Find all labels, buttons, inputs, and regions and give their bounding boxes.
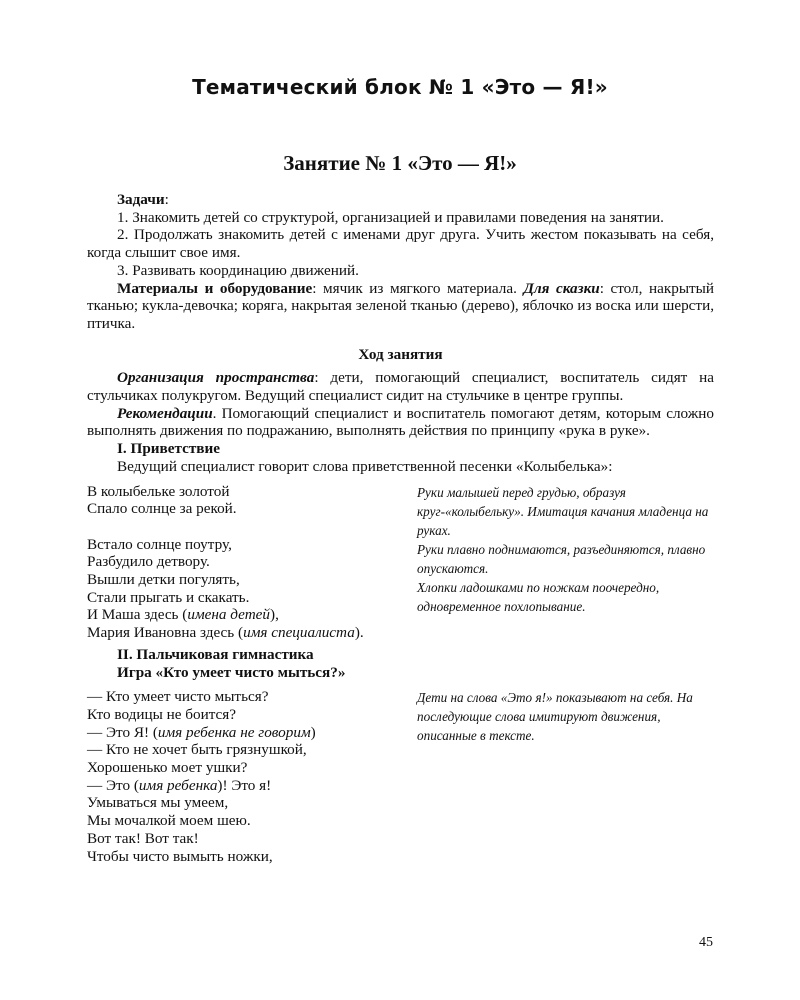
tasks-heading-line — [87, 191, 714, 209]
organization-label: Организация пространства — [117, 369, 315, 387]
block-title: Тематический блок № 1 «Это — Я!» — [192, 75, 608, 99]
lyric-instruction: имя ребенка — [138, 776, 218, 794]
lyric-line: В колыбельке золотой — [87, 482, 230, 500]
recommendations-label: Рекомендации — [117, 404, 213, 422]
lyric-line — [87, 606, 397, 624]
task-item-3: 3. Развивать координацию движений. — [117, 261, 359, 279]
lyric-line — [87, 777, 397, 795]
organization-paragraph — [87, 369, 714, 404]
lyric-text: — Это ( — [87, 776, 139, 794]
greeting-heading: I. Приветствие — [117, 440, 220, 458]
song-lyrics — [87, 483, 397, 642]
finger-heading: II. Пальчиковая гимнастика — [117, 645, 314, 663]
lyric-line: Хорошенько моет ушки? — [87, 759, 248, 777]
course-heading: Ход занятия — [358, 345, 443, 363]
lyric-text: )! Это я! — [217, 776, 272, 794]
lyric-line: Вот так! Вот так! — [87, 829, 199, 847]
lyric-line: Чтобы чисто вымыть ножки, — [87, 847, 273, 865]
recommendations-paragraph — [87, 405, 714, 440]
movement-note: Дети на слова «Это я!» показывают на себя. На последующие слова имитируют движения, описанные в тексте. — [417, 690, 693, 744]
lyric-line: — Кто умеет чисто мыться? — [87, 688, 269, 706]
lyric-instruction: имена детей — [187, 606, 271, 624]
lyric-text: ). — [354, 624, 364, 642]
movement-note: Хлопки ладошками по ножкам поочередно, одновременное похлопывание. — [417, 579, 660, 614]
lyric-line: Встало солнце поутру, — [87, 535, 232, 553]
greeting-intro: Ведущий специалист говорит слова приветственной песенки «Колыбелька»: — [117, 457, 613, 475]
lyric-text: Мария Ивановна здесь ( — [87, 624, 244, 642]
lyric-line: — Кто не хочет быть грязнушкой, — [87, 741, 307, 759]
greeting-song — [87, 483, 714, 642]
movement-note: Руки малышей перед грудью, образуя круг-«колыбельку». Имитация качания младенца на руках. — [417, 484, 709, 538]
lyric-instruction: имя ребенка не говорим — [157, 723, 311, 741]
materials-paragraph — [87, 280, 714, 333]
lyric-line — [87, 724, 397, 742]
task-item-1: 1. Знакомить детей со структурой, организацией и правилами поведения на занятии. — [117, 208, 664, 226]
lyric-line: Стали прыгать и скакать. — [87, 588, 250, 606]
lyric-text: ) — [310, 723, 316, 741]
organization-text: : дети, помогающий специалист, воспитатель сидят на стульчиках полукругом. Ведущий специалист сидит на стульчике в центре группы. — [87, 369, 714, 405]
lyric-text: И Маша здесь ( — [87, 606, 188, 624]
lyric-line: Разбудило детвору. — [87, 553, 210, 571]
song-movements — [417, 483, 714, 642]
game-lyrics — [87, 688, 397, 865]
stanza-gap — [87, 518, 397, 536]
document-body — [87, 191, 714, 865]
tasks-heading-colon: : — [164, 191, 169, 208]
materials-text: : мячик из мягкого материала. — [312, 279, 524, 297]
recommendations-text: . Помогающий специалист и воспитатель помогают детям, которым сложно выполнять движения по подражанию, выполнять действия по принципу «рука в руке». — [87, 404, 714, 440]
movement-note: Руки плавно поднимаются, разъединяются, плавно опускаются. — [417, 541, 706, 576]
lyric-text: — Это Я! ( — [87, 723, 158, 741]
finger-game — [87, 688, 714, 865]
lyric-instruction: имя специалиста — [243, 624, 355, 642]
lyric-line: Спало солнце за рекой. — [87, 500, 237, 518]
lesson-title: Занятие № 1 «Это — Я!» — [283, 151, 517, 175]
lyric-text: ), — [270, 606, 279, 624]
lyric-line: Умываться мы умеем, — [87, 794, 229, 812]
finger-game-title: Игра «Кто умеет чисто мыться?» — [117, 663, 346, 681]
tasks-heading: Задачи — [117, 191, 165, 208]
materials-label: Материалы и оборудование — [117, 279, 313, 297]
page-number: 45 — [699, 935, 713, 950]
task-item-2: 2. Продолжать знакомить детей с именами друг друга. Учить жестом показывать на себя, когда слышит свое имя. — [87, 226, 714, 262]
lyric-line: Мы мочалкой моем шею. — [87, 812, 251, 830]
fairy-label: Для сказки — [523, 279, 600, 297]
lyric-line — [87, 624, 397, 642]
lyric-line: Кто водицы не боится? — [87, 705, 236, 723]
lyric-line: Вышли детки погулять, — [87, 571, 240, 589]
game-movements — [417, 688, 714, 865]
fairy-text: : стол, накрытый тканью; кукла-девочка; коряга, накрытая зеленой тканью (дерево), яблочко из воска или шерсти, птичка. — [87, 279, 714, 332]
